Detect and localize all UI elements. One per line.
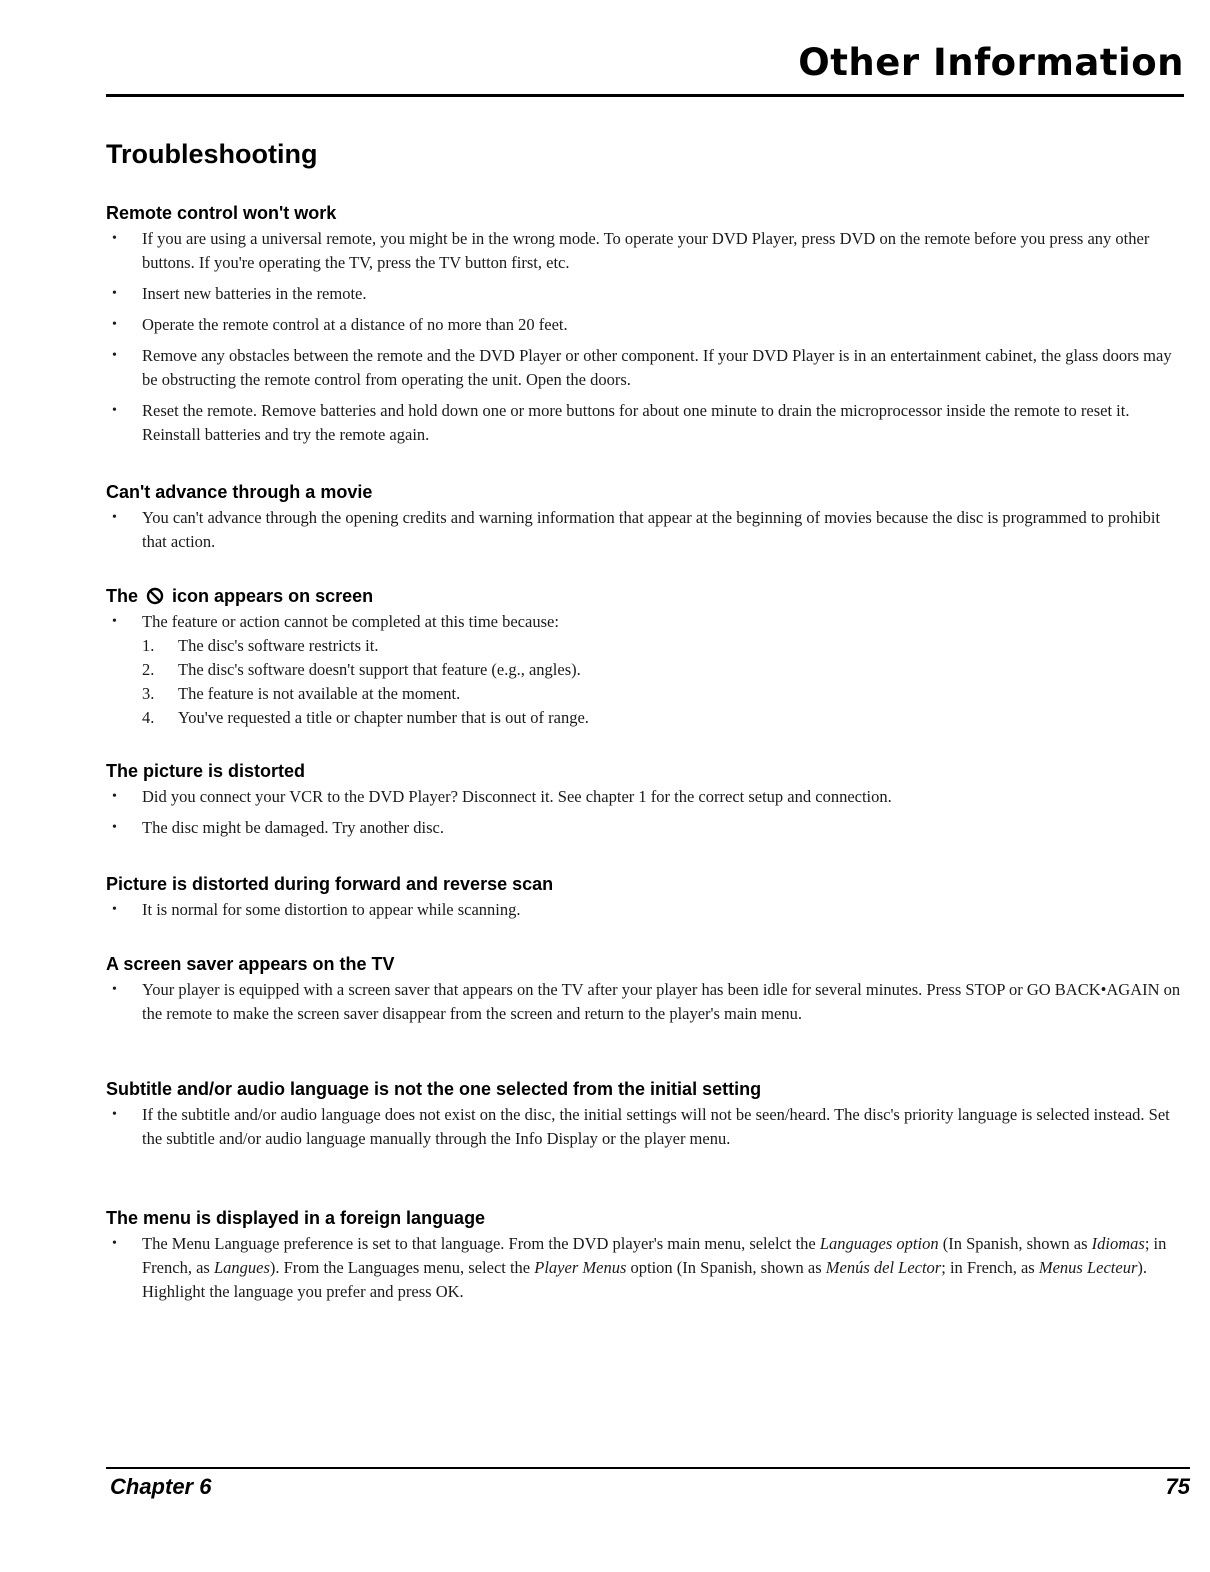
numbered-item-text: The disc's software restricts it.: [178, 636, 379, 655]
text-run: (In Spanish, shown as: [938, 1234, 1092, 1253]
prohibited-icon: [146, 587, 164, 605]
bullet-list: [106, 785, 1186, 840]
list-item: [106, 344, 1186, 392]
topic-heading: Can't advance through a movie: [106, 482, 373, 502]
bullet-dot-icon: •: [112, 286, 117, 301]
list-item: [106, 399, 1186, 447]
bullet-dot-icon: •: [112, 902, 117, 917]
item-number: 3.: [142, 684, 155, 703]
numbered-item: [106, 658, 1186, 682]
topic-screen-saver: [106, 953, 1186, 1033]
italic-run: Menús del Lector: [825, 1258, 942, 1277]
list-item-text: Insert new batteries in the remote.: [142, 284, 367, 303]
list-item: [106, 978, 1186, 1026]
topic-cant-advance: [106, 481, 1186, 561]
bullet-dot-icon: •: [112, 231, 117, 246]
numbered-item-text: You've requested a title or chapter number that is out of range.: [178, 708, 589, 727]
list-item: [106, 610, 1186, 634]
list-item: [106, 282, 1186, 306]
topic-heading: Remote control won't work: [106, 203, 337, 223]
text-run: ). From the Languages menu, select the: [269, 1258, 535, 1277]
section-title: Troubleshooting: [106, 139, 318, 169]
italic-run: Idiomas: [1091, 1234, 1145, 1253]
bullet-dot-icon: •: [112, 1236, 117, 1251]
bullet-dot-icon: •: [112, 1107, 117, 1122]
text-run: ; in French, as: [941, 1258, 1039, 1277]
list-item-text: Operate the remote control at a distance of no more than 20 feet.: [142, 315, 568, 334]
topic-heading-prefix: The: [106, 586, 139, 606]
topic-foreign-menu: [106, 1207, 1186, 1311]
bullet-list: [106, 978, 1186, 1026]
topic-heading: Subtitle and/or audio language is not the one selected from the initial setting: [106, 1079, 762, 1099]
italic-run: Player Menus: [534, 1258, 627, 1277]
list-item: [106, 898, 1186, 922]
bullet-dot-icon: •: [112, 403, 117, 418]
topic-subtitle-language: [106, 1078, 1186, 1158]
header-title: Other Information: [798, 41, 1184, 84]
bullet-list: [106, 898, 1186, 922]
bullet-dot-icon: •: [112, 820, 117, 835]
italic-run: Menus Lecteur: [1038, 1258, 1138, 1277]
numbered-item: [106, 682, 1186, 706]
bullet-dot-icon: •: [112, 317, 117, 332]
list-item-text: It is normal for some distortion to appear while scanning.: [142, 900, 521, 919]
list-item-text: The feature or action cannot be completed at this time because:: [142, 612, 559, 631]
numbered-item-text: The feature is not available at the moment.: [178, 684, 461, 703]
footer-rule: [106, 1467, 1190, 1469]
topic-scan-distortion: [106, 873, 1186, 929]
list-item: [106, 313, 1186, 337]
header-rule: [106, 94, 1184, 97]
text-run: The Menu Language preference is set to that language. From the DVD player's main menu, selelct the: [142, 1234, 820, 1253]
list-item-text: If you are using a universal remote, you might be in the wrong mode. To operate your DVD Player, press DVD on the remote before you press any other buttons. If you're operating the TV, press the TV button first, etc.: [142, 229, 1150, 272]
list-item: [106, 816, 1186, 840]
topic-heading: The picture is distorted: [106, 761, 306, 781]
text-run: ; in French, as: [142, 1234, 1167, 1277]
numbered-item: [106, 634, 1186, 658]
list-item: [106, 785, 1186, 809]
numbered-list: [106, 634, 1186, 730]
numbered-item-text: The disc's software doesn't support that feature (e.g., angles).: [178, 660, 581, 679]
bullet-dot-icon: •: [112, 614, 117, 629]
item-number: 1.: [142, 636, 155, 655]
list-item-text: Reset the remote. Remove batteries and hold down one or more buttons for about one minute to drain the microprocessor inside the remote to reset it. Reinstall batteries and try the remote again.: [142, 401, 1130, 444]
numbered-item: [106, 706, 1186, 730]
topic-remote-control: [106, 202, 1186, 454]
topic-heading: The menu is displayed in a foreign language: [106, 1208, 486, 1228]
topic-heading: A screen saver appears on the TV: [106, 954, 395, 974]
topic-prohibit-icon: [106, 585, 1186, 730]
italic-run: Languages option: [819, 1234, 939, 1253]
list-item: [106, 1232, 1186, 1304]
list-item-text: If the subtitle and/or audio language does not exist on the disc, the initial settings will not be seen/heard. The disc's priority language is selected instead. Set the subtitle and/or audio language manually through the Info Display or the player menu.: [142, 1105, 1170, 1148]
topic-heading-suffix: icon appears on screen: [172, 586, 374, 606]
topic-picture-distorted: [106, 760, 1186, 847]
bullet-dot-icon: •: [112, 789, 117, 804]
list-item-text: Did you connect your VCR to the DVD Player? Disconnect it. See chapter 1 for the correct setup and connection.: [142, 787, 892, 806]
topic-heading: [106, 585, 1186, 607]
bullet-list: [106, 1103, 1186, 1151]
list-item-text: You can't advance through the opening credits and warning information that appear at the beginning of movies because the disc is programmed to prohibit that action.: [142, 508, 1161, 551]
item-number: 2.: [142, 660, 155, 679]
list-item: [106, 227, 1186, 275]
text-run: ). Highlight the language you prefer and press OK.: [142, 1258, 1147, 1301]
list-item: [106, 506, 1186, 554]
list-item-text: Your player is equipped with a screen saver that appears on the TV after your player has been idle for several minutes. Press STOP or GO BACK•AGAIN on the remote to make the screen saver disappear from the screen and return to the player's main menu.: [142, 980, 1181, 1023]
bullet-list: [106, 1232, 1186, 1304]
text-run: option (In Spanish, shown as: [626, 1258, 826, 1277]
list-item: [106, 1103, 1186, 1151]
item-number: 4.: [142, 708, 155, 727]
topic-heading: Picture is distorted during forward and reverse scan: [106, 874, 554, 894]
list-item-text: [142, 1234, 1166, 1301]
bullet-list: [106, 610, 1186, 634]
footer-chapter: Chapter 6: [110, 1474, 212, 1499]
bullet-dot-icon: •: [112, 510, 117, 525]
bullet-list: [106, 506, 1186, 554]
bullet-dot-icon: •: [112, 348, 117, 363]
italic-run: Langues: [213, 1258, 270, 1277]
list-item-text: The disc might be damaged. Try another disc.: [142, 818, 444, 837]
bullet-dot-icon: •: [112, 982, 117, 997]
list-item-text: Remove any obstacles between the remote and the DVD Player or other component. If your DVD Player is in an entertainment cabinet, the glass doors may be obstructing the remote control from operating the unit. Open the doors.: [142, 346, 1172, 389]
bullet-list: [106, 227, 1186, 447]
page-number: 75: [1165, 1474, 1190, 1499]
